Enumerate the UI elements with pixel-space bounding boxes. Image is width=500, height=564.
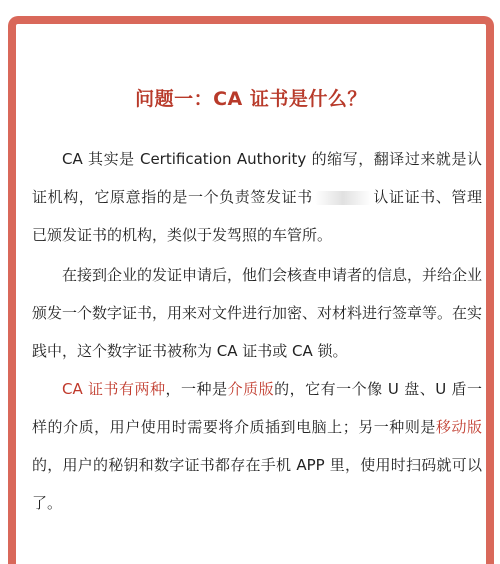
types-text-2: 的，它有一个像 U 盘、U 盾一样的介质，用户使用时需要将介质插到电脑上；另一种则是	[32, 380, 482, 436]
paragraph-definition	[32, 140, 482, 254]
article-card	[8, 16, 494, 564]
paragraph-issuance: 在接到企业的发证申请后，他们会核查申请者的信息，并给企业颁发一个数字证书，用来对文件进行加密、对材料进行签章等。在实践中，这个数字证书被称为 CA 证书或 CA 锁。	[32, 266, 483, 360]
paragraph-types	[32, 370, 482, 522]
types-text-1: ，一种是	[165, 380, 228, 398]
types-text-3: 的，用户的秘钥和数字证书都存在手机 APP 里，使用时扫码就可以了。	[32, 456, 482, 512]
paragraph-definition-text-a: CA 其实是 Certification Authority 的缩写，翻译过来就是认证机构，它原意指的是一个负责签发证书	[32, 150, 482, 206]
article-title: 问题一：CA 证书是什么？	[135, 88, 367, 110]
highlight-mobile-version: 移动版	[435, 418, 482, 436]
paragraph-definition-text-b: 认证证书、管理已颁发证书的机构，类似于发驾照的车管所。	[32, 188, 482, 244]
highlight-medium-version: 介质版	[227, 380, 275, 398]
watermark-blur	[315, 191, 371, 205]
highlight-two-types: CA 证书有两种	[62, 380, 166, 398]
